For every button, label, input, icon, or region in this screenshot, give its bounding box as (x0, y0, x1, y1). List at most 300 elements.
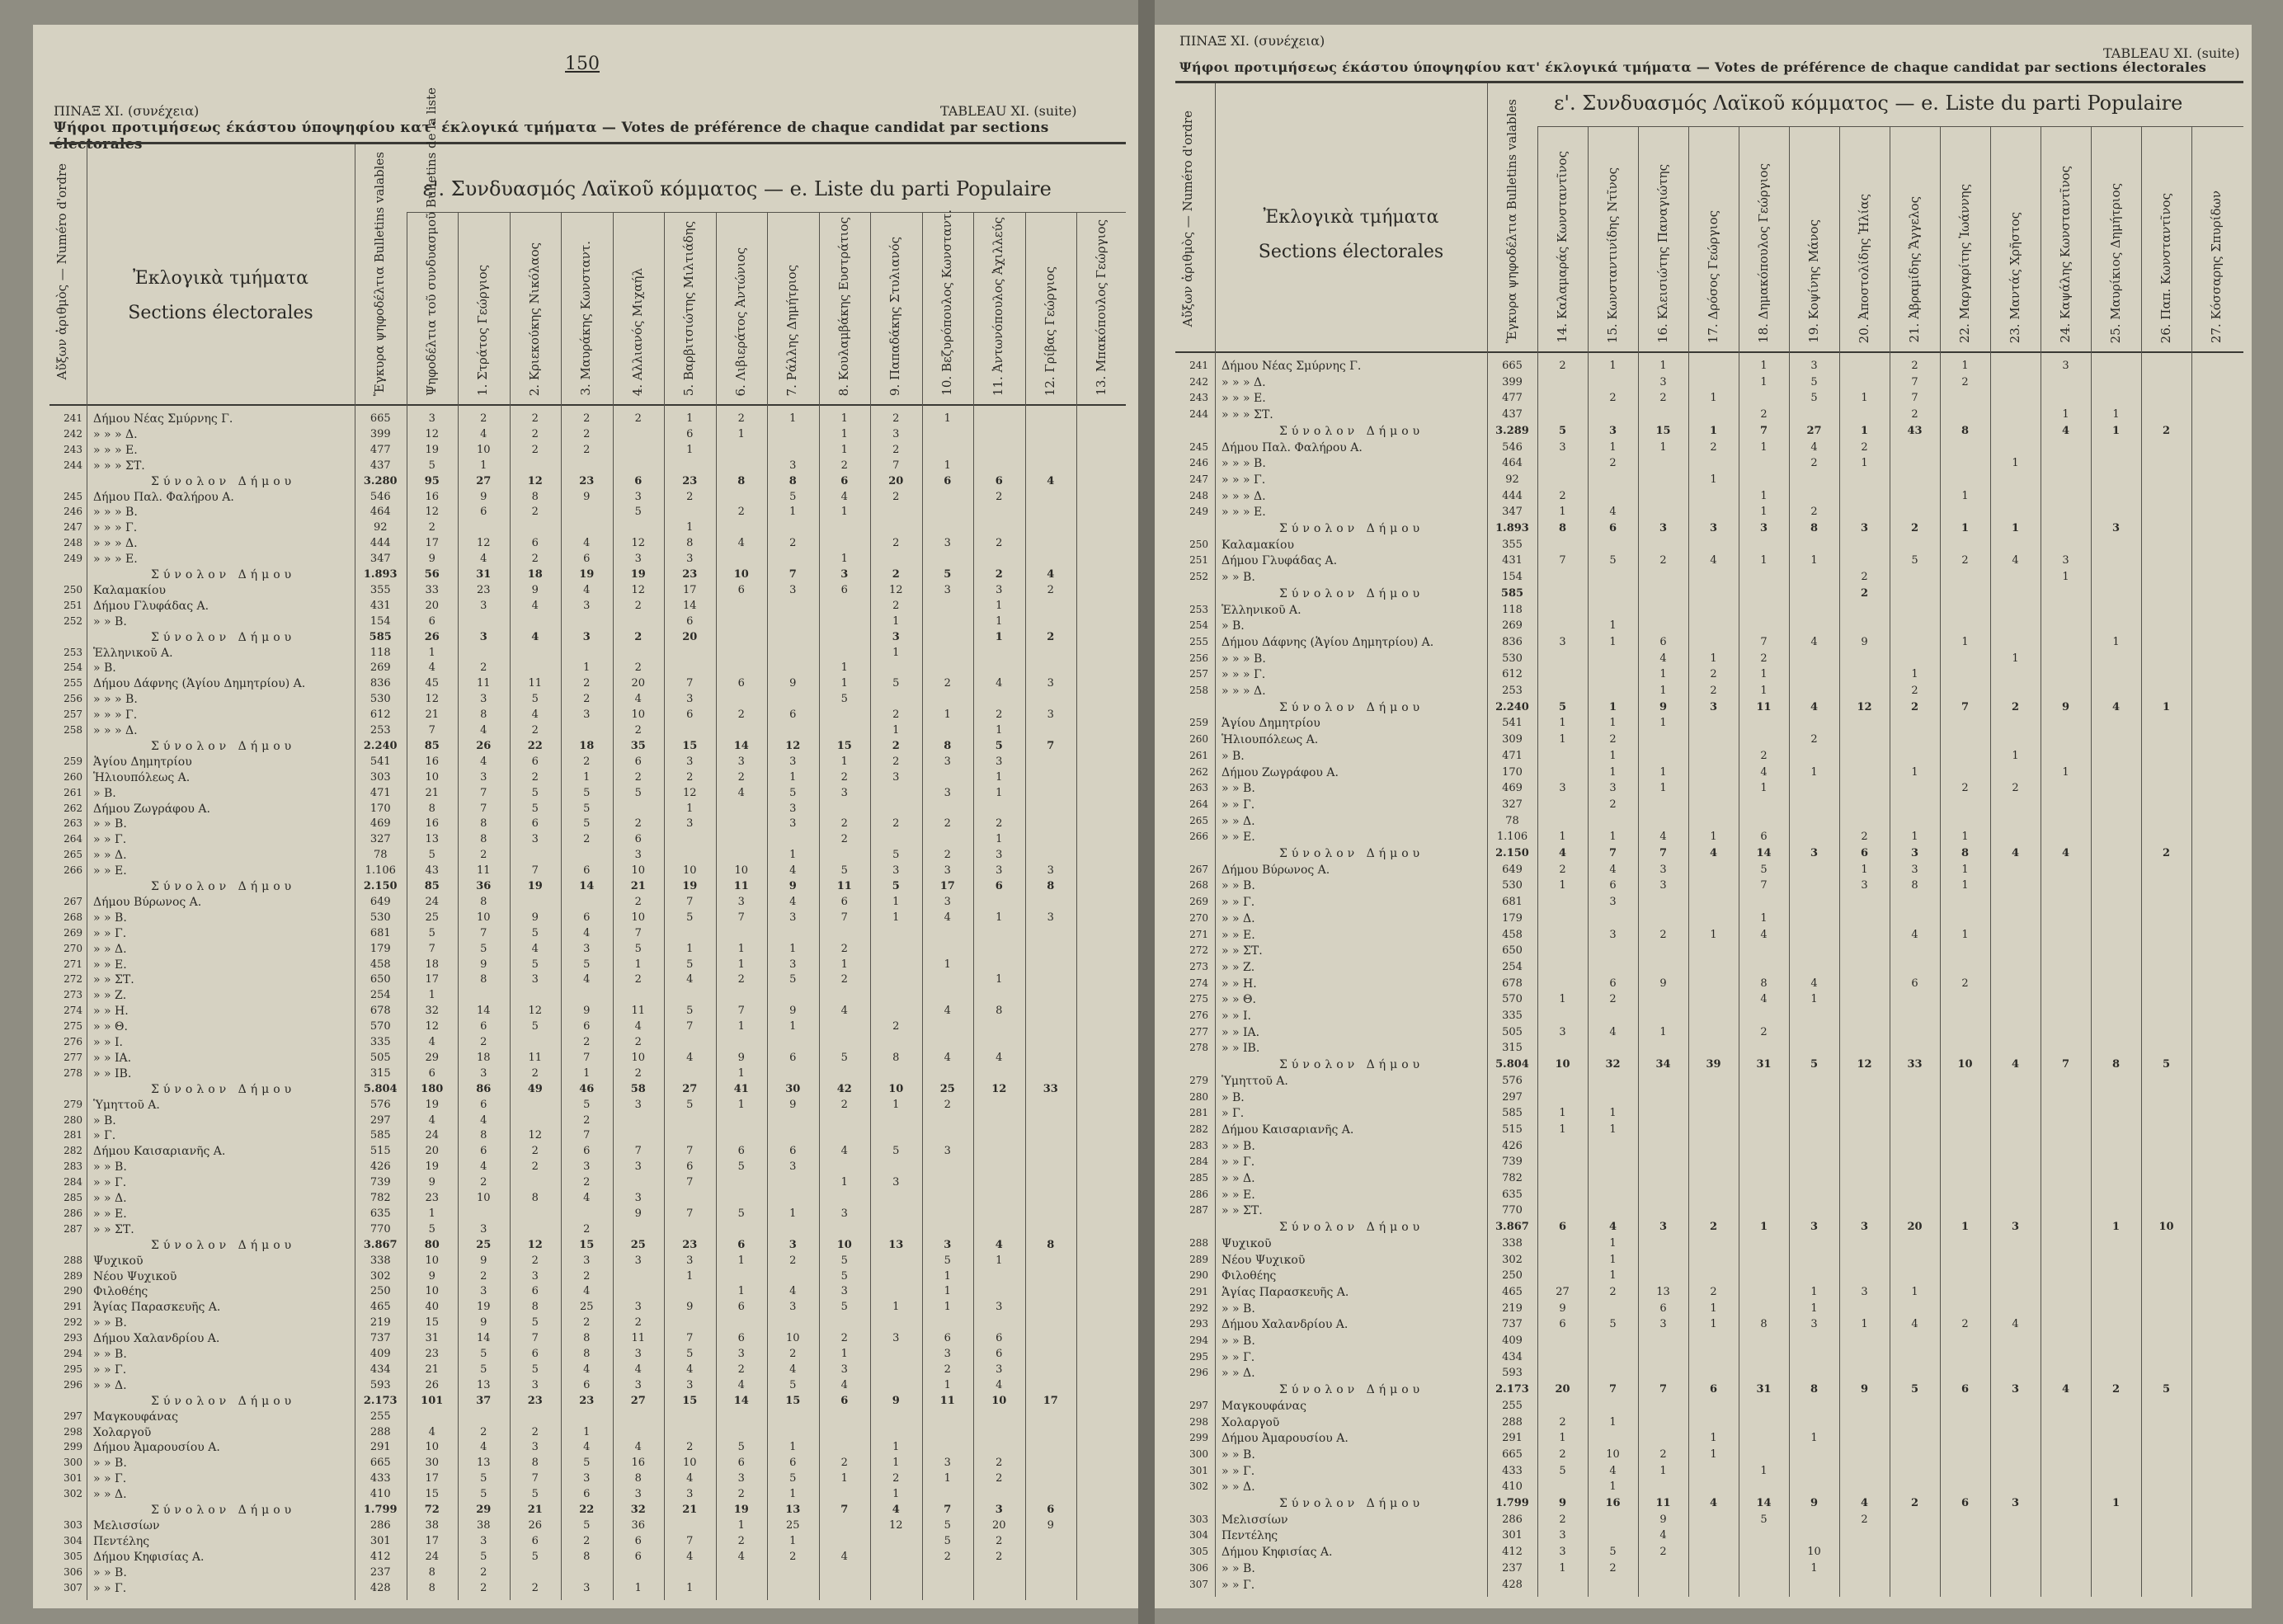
row-number: 293 (64, 1332, 82, 1344)
vote-cell: 5 (2162, 1383, 2171, 1396)
vote-cell: 6 (428, 614, 435, 628)
vote-cell: 6 (531, 1285, 539, 1298)
vote-cell: 6 (480, 1098, 487, 1111)
row-number: 287 (64, 1222, 82, 1235)
vote-cell: 2 (892, 1472, 900, 1485)
vote-cell: 9 (1659, 700, 1668, 713)
column-divider (510, 212, 511, 404)
vote-cell: 12 (631, 537, 646, 550)
vote-cell: 6 (634, 833, 642, 846)
section-name: Δήμου Παλ. Φαλήρου Α. (93, 490, 234, 504)
vote-cell: 4 (531, 942, 539, 955)
vote-cell: 3.867 (363, 1238, 398, 1251)
section-name: Σύνολον Δήμου (151, 880, 296, 893)
vote-cell: 1 (892, 895, 900, 908)
section-name: Σύνολον Δήμου (1279, 700, 1424, 714)
vote-cell: 3 (2011, 1497, 2020, 1509)
table-row (49, 1332, 1126, 1348)
vote-cell: 11 (528, 677, 543, 690)
vote-cell: 301 (370, 1534, 391, 1547)
vote-cell: 1 (1759, 1221, 1768, 1234)
vote-cell: 2.240 (1495, 700, 1529, 713)
vote-cell: 2 (1911, 685, 1918, 697)
vote-cell: 5 (1911, 554, 1918, 567)
vote-cell: 2 (892, 739, 900, 752)
vote-cell: 10 (476, 1192, 491, 1204)
column-divider (2091, 351, 2092, 1597)
vote-cell: 6 (1911, 977, 1918, 990)
vote-cell: 4 (1047, 568, 1055, 581)
vote-cell: 1 (1710, 1318, 1717, 1331)
vote-cell: 4 (892, 1504, 900, 1516)
table-row (1175, 944, 2243, 960)
table-title-french: TABLEAU XI. (suite) (2103, 45, 2240, 61)
row-number: 270 (64, 942, 82, 954)
vote-cell: 1 (1760, 911, 1768, 925)
table-row (1175, 441, 2243, 457)
vote-cell: 1 (1609, 1480, 1617, 1494)
vote-cell: 118 (370, 646, 391, 659)
vote-cell: 3 (788, 1238, 797, 1251)
vote-cell: 5 (634, 506, 642, 519)
vote-cell: 464 (1502, 457, 1523, 470)
vote-cell: 39 (1706, 1058, 1721, 1071)
vote-cell: 85 (424, 739, 440, 752)
table-row (49, 708, 1126, 724)
vote-cell: 2 (840, 1332, 848, 1345)
vote-cell: 530 (1502, 652, 1523, 665)
column-header: 5. Βαρβιτσιώτης Μιλτιάδης (681, 220, 697, 396)
vote-cell: 4 (996, 1051, 1003, 1064)
vote-cell: 1 (1710, 1302, 1717, 1315)
vote-cell: 7 (531, 1332, 539, 1345)
vote-cell: 3 (634, 1098, 642, 1111)
vote-cell: 8 (1047, 880, 1055, 892)
section-name: » » » Δ. (93, 537, 138, 551)
section-name: Ἁγίου Δημητρίου (93, 755, 192, 769)
vote-cell: 2 (892, 537, 900, 550)
column-header: 1. Στράτος Γεώργιος (475, 265, 491, 396)
vote-cell: 2 (1559, 863, 1566, 876)
table-row (49, 849, 1126, 864)
vote-cell: 2 (1609, 798, 1617, 811)
vote-cell: 2 (634, 724, 642, 737)
vote-cell: 5 (1609, 1546, 1617, 1559)
vote-cell: 4 (1860, 1497, 1869, 1509)
vote-cell: 315 (1502, 1042, 1523, 1055)
vote-cell: 5 (944, 1518, 951, 1532)
section-name: » » » Β. (1222, 457, 1266, 471)
row-number: 276 (64, 1036, 82, 1047)
vote-cell: 409 (370, 1348, 391, 1360)
vote-cell: 4 (2111, 700, 2121, 713)
vote-cell: 4 (2012, 1318, 2019, 1331)
row-number: 286 (1189, 1188, 1208, 1200)
vote-cell: 2 (892, 708, 900, 722)
vote-cell: 5 (480, 942, 487, 955)
vote-cell: 4 (840, 490, 848, 503)
vote-cell: 3 (789, 1160, 797, 1174)
vote-cell: 42 (836, 1082, 852, 1095)
vote-cell: 23 (425, 1192, 440, 1204)
vote-cell: 3 (1559, 1546, 1566, 1559)
vote-cell: 3 (634, 490, 642, 503)
row-number: 251 (1189, 554, 1208, 567)
vote-cell: 16 (631, 1457, 646, 1470)
vote-cell: 412 (1502, 1546, 1523, 1559)
vote-cell: 12 (528, 1005, 543, 1018)
table-row (1175, 554, 2243, 570)
table-row (1175, 1318, 2243, 1334)
vote-cell: 4 (480, 1113, 487, 1127)
vote-cell: 7 (686, 1176, 694, 1189)
vote-cell: 24 (425, 1129, 440, 1142)
row-number: 291 (1189, 1285, 1208, 1297)
vote-cell: 10 (476, 911, 491, 924)
vote-cell: 7 (686, 1534, 694, 1547)
section-name: » Β. (1222, 1090, 1245, 1104)
vote-cell: 6 (737, 1238, 746, 1251)
vote-cell: 27 (682, 1082, 698, 1095)
vote-cell: 739 (1502, 1156, 1523, 1169)
vote-cell: 426 (370, 1160, 391, 1174)
table-row (1175, 1042, 2243, 1057)
vote-cell: 6 (686, 427, 694, 440)
vote-cell: 3 (1559, 1529, 1566, 1542)
table-row (49, 1020, 1126, 1036)
section-name: » » Β. (1222, 1139, 1255, 1153)
vote-cell: 4 (480, 755, 487, 768)
vote-cell: 15 (682, 1394, 698, 1407)
vote-cell: 11 (476, 864, 491, 878)
vote-cell: 5 (840, 1301, 848, 1314)
table-row (49, 817, 1126, 833)
vote-cell: 14 (579, 880, 595, 892)
vote-cell: 2 (583, 443, 591, 456)
column-header: 9. Παπαδάκης Στυλιανός (887, 236, 903, 396)
vote-cell: 1 (1608, 700, 1617, 713)
vote-cell: 3 (1810, 847, 1819, 859)
row-number: 296 (1189, 1367, 1208, 1379)
section-name: » » » Γ. (1222, 473, 1266, 487)
vote-cell: 4 (686, 1051, 694, 1064)
vote-cell: 471 (1502, 749, 1523, 762)
vote-cell: 437 (370, 459, 391, 472)
section-name: » » Β. (1222, 879, 1255, 893)
total-row (1175, 1058, 2243, 1074)
vote-cell: 2 (480, 1581, 487, 1594)
total-row (49, 1504, 1126, 1519)
vote-cell: 464 (370, 506, 391, 519)
vote-cell: 7 (686, 1020, 694, 1033)
table-row (49, 1176, 1126, 1192)
section-name: Σύνολον Δήμου (151, 739, 296, 753)
vote-cell: 286 (1502, 1513, 1523, 1526)
vote-cell: 2 (583, 1222, 591, 1236)
vote-cell: 3 (737, 895, 745, 908)
vote-cell: 2 (531, 553, 539, 566)
table-row (1175, 1579, 2243, 1594)
vote-cell: 5 (1810, 392, 1818, 405)
total-row (49, 880, 1126, 896)
vote-cell: 2 (789, 1254, 797, 1267)
vote-cell: 7 (686, 1207, 694, 1220)
column-divider (1688, 351, 1689, 1597)
vote-cell: 1 (1861, 1318, 1868, 1331)
vote-cell: 255 (370, 1410, 391, 1423)
vote-cell: 2 (583, 1316, 591, 1330)
table-row (49, 1535, 1126, 1551)
vote-cell: 4 (737, 1550, 745, 1563)
vote-cell: 2 (995, 568, 1003, 581)
vote-cell: 4 (1709, 847, 1718, 859)
table-row (49, 506, 1126, 521)
vote-cell: 288 (370, 1425, 391, 1438)
total-row (1175, 425, 2243, 440)
vote-cell: 335 (370, 1036, 391, 1048)
section-name: Σύνολον Δήμου (151, 1504, 296, 1517)
column-divider (1487, 351, 1488, 1597)
vote-cell: 541 (370, 755, 391, 768)
vote-cell: 3 (1659, 1221, 1668, 1234)
vote-cell: 14 (476, 1332, 491, 1345)
vote-cell: 1 (737, 1098, 745, 1111)
vote-cell: 4 (583, 926, 591, 939)
section-name: » » Γ. (93, 1176, 127, 1190)
vote-cell: 2 (428, 521, 435, 534)
vote-cell: 2 (531, 1145, 539, 1158)
vote-cell: 3 (634, 1378, 642, 1391)
vote-cell: 9 (583, 1005, 591, 1018)
vote-cell: 4 (944, 911, 951, 924)
section-name: » » Δ. (1222, 1172, 1255, 1185)
vote-cell: 31 (1756, 1058, 1772, 1071)
vote-cell: 2 (583, 1269, 591, 1283)
section-name: Δήμου Νέας Σμύρνης Γ. (93, 412, 233, 426)
vote-cell: 13 (888, 1238, 904, 1251)
section-name: » » » Ε. (1222, 392, 1266, 406)
column-divider (2091, 126, 2092, 351)
vote-cell: 3 (1709, 700, 1718, 713)
vote-cell: 19 (579, 568, 595, 581)
vote-cell: 2 (1961, 977, 1969, 990)
vote-cell: 4 (1609, 506, 1617, 519)
vote-cell: 3 (634, 1301, 642, 1314)
vote-cell: 1 (583, 1425, 591, 1438)
column-divider (1638, 351, 1639, 1597)
vote-cell: 10 (631, 1051, 646, 1064)
vote-cell: 3 (1609, 896, 1617, 909)
section-name: Νέου Ψυχικοῦ (93, 1269, 177, 1283)
table-row (1175, 473, 2243, 489)
vote-cell: 585 (1502, 1107, 1523, 1120)
vote-cell: 2 (1659, 554, 1667, 567)
vote-cell: 4 (1047, 474, 1055, 487)
vote-cell: 1 (996, 833, 1003, 846)
vote-cell: 254 (370, 989, 391, 1002)
vote-cell: 458 (370, 958, 391, 971)
vote-cell: 1 (1609, 1253, 1617, 1266)
vote-cell: 237 (1502, 1561, 1523, 1575)
vote-cell: 1 (2012, 749, 2019, 762)
vote-cell: 5 (1609, 554, 1617, 567)
vote-cell: 546 (1502, 440, 1523, 454)
vote-cell: 6 (1609, 977, 1617, 990)
vote-cell: 649 (1502, 863, 1523, 876)
vote-cell: 4 (1608, 1221, 1617, 1234)
vote-cell: 4 (583, 1285, 591, 1298)
vote-cell: 1 (1609, 440, 1617, 454)
vote-cell: 6 (634, 755, 642, 768)
column-header: 17. Δρόσος Γεώργιος (1705, 209, 1720, 343)
vote-cell: 338 (1502, 1236, 1523, 1250)
vote-cell: 1 (737, 958, 745, 971)
vote-cell: 237 (370, 1565, 391, 1579)
vote-cell: 4 (944, 1005, 951, 1018)
section-name: » » Γ. (93, 1363, 127, 1377)
vote-cell: 4 (996, 1378, 1003, 1391)
column-header: 6. Λιβιεράτος Ἀντώνιος (732, 247, 748, 396)
vote-cell: 34 (1655, 1058, 1671, 1071)
vote-cell: 4 (686, 1550, 694, 1563)
vote-cell: 4 (1558, 847, 1567, 859)
vote-cell: 2 (1559, 1513, 1566, 1526)
row-number: 305 (64, 1550, 82, 1562)
row-number: 249 (1189, 506, 1208, 518)
vote-cell: 650 (370, 973, 391, 986)
vote-cell: 7 (428, 942, 435, 955)
vote-cell: 2 (634, 895, 642, 908)
vote-cell: 9 (531, 911, 539, 924)
vote-cell: 4 (583, 1192, 591, 1204)
vote-cell: 18 (579, 739, 595, 752)
table-row (1175, 619, 2243, 635)
row-number: 272 (64, 973, 82, 986)
vote-cell: 4 (480, 1441, 487, 1454)
vote-cell: 41 (733, 1082, 749, 1095)
vote-cell: 19 (682, 880, 698, 892)
vote-cell: 219 (370, 1316, 391, 1330)
vote-cell: 3 (892, 427, 900, 440)
vote-cell: 5 (531, 1020, 539, 1033)
vote-cell: 1 (1559, 1107, 1566, 1120)
vote-cell: 1 (2062, 765, 2069, 779)
column-divider (1940, 126, 1941, 351)
section-name: » » Ζ. (93, 989, 127, 1003)
vote-cell: 21 (425, 1363, 440, 1376)
vote-cell: 4 (686, 973, 694, 986)
section-name: » » » Δ. (93, 427, 138, 441)
vote-cell: 7 (2061, 1058, 2070, 1071)
section-name: » » Β. (93, 1457, 127, 1471)
section-name: » » ΣΤ. (93, 1222, 134, 1236)
vote-cell: 15 (425, 1316, 440, 1330)
table-row (1175, 750, 2243, 765)
vote-cell: 1 (686, 1269, 694, 1283)
vote-cell: 250 (1502, 1269, 1523, 1283)
vote-cell: 6 (1659, 635, 1667, 648)
vote-cell: 8 (737, 474, 746, 487)
vote-cell: 2 (2162, 424, 2171, 437)
vote-cell: 19 (425, 1160, 440, 1174)
vote-cell: 10 (733, 568, 749, 581)
vote-cell: 3 (480, 1285, 487, 1298)
vote-cell: 3 (686, 553, 694, 566)
vote-cell: 297 (1502, 1090, 1523, 1104)
table-row (49, 1301, 1126, 1316)
row-number: 300 (64, 1457, 82, 1469)
vote-cell: 3 (1759, 522, 1768, 534)
vote-cell: 25 (425, 911, 440, 924)
vote-cell: 3 (1047, 864, 1054, 878)
table-row (1175, 1204, 2243, 1220)
section-name: » » Β. (93, 817, 127, 831)
vote-cell: 2 (634, 599, 642, 612)
table-row (1175, 376, 2243, 392)
vote-cell: 3 (634, 849, 642, 862)
vote-cell: 46 (579, 1082, 595, 1095)
row-number: 298 (1189, 1415, 1208, 1428)
table-row (49, 444, 1126, 459)
table-row (49, 756, 1126, 771)
total-row (49, 1395, 1126, 1410)
vote-cell: 12 (527, 474, 543, 487)
row-number: 282 (64, 1145, 82, 1157)
vote-cell: 5 (789, 973, 797, 986)
vote-cell: 469 (370, 817, 391, 831)
vote-cell: 85 (424, 880, 440, 892)
vote-cell: 3 (1861, 879, 1868, 892)
vote-cell: 737 (370, 1332, 391, 1345)
section-name: Σύνολον Δήμου (1279, 522, 1424, 535)
table-row (1175, 1562, 2243, 1578)
vote-cell: 1 (1710, 928, 1717, 941)
section-name: » Β. (93, 661, 116, 675)
vote-cell: 8 (531, 490, 539, 503)
vote-cell: 2.173 (363, 1394, 398, 1407)
table-row (49, 1582, 1126, 1598)
vote-cell: 1 (583, 1066, 591, 1080)
vote-cell: 4 (634, 693, 642, 706)
vote-cell: 3 (789, 755, 797, 768)
vote-cell: 9 (480, 490, 487, 503)
section-name: » » Δ. (93, 849, 127, 863)
row-number: 273 (1189, 960, 1208, 972)
vote-cell: 347 (370, 553, 391, 566)
vote-cell: 1 (1760, 440, 1768, 454)
vote-cell: 1 (789, 506, 797, 519)
vote-cell: 10 (991, 1394, 1007, 1407)
vote-cell: 3 (480, 599, 487, 612)
vote-cell: 179 (370, 942, 391, 955)
vote-cell: 2 (840, 770, 848, 784)
vote-cell: 3 (634, 1488, 642, 1501)
vote-cell: 5 (583, 958, 591, 971)
vote-cell: 4 (1609, 1025, 1617, 1038)
section-name: Σύνολον Δήμου (1279, 424, 1424, 438)
vote-cell: 1 (996, 911, 1003, 924)
table-row (49, 973, 1126, 989)
vote-cell: 20 (888, 474, 904, 487)
vote-cell: 770 (370, 1222, 391, 1236)
vote-cell: 19 (630, 568, 646, 581)
total-row (49, 1239, 1126, 1254)
vote-cell: 17 (939, 880, 955, 892)
vote-cell: 3 (840, 1207, 848, 1220)
row-number: 271 (1189, 928, 1208, 940)
vote-cell: 5 (944, 1534, 951, 1547)
section-name: Σύνολον Δήμου (1279, 1383, 1424, 1397)
